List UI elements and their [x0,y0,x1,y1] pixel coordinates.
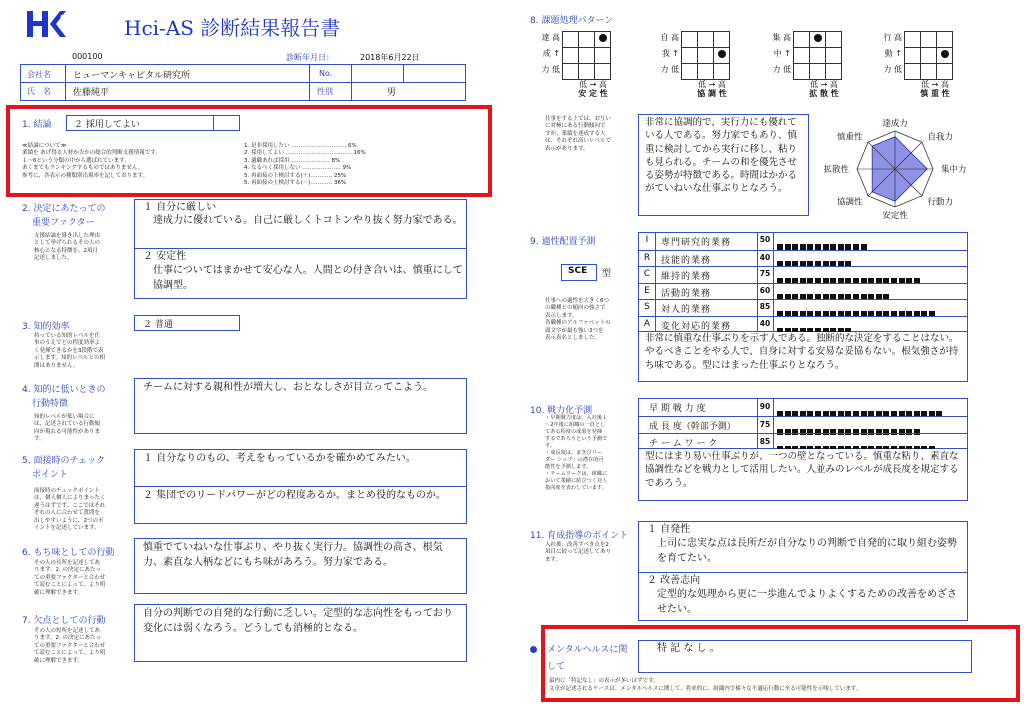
matrix-cell [714,32,730,48]
matrix-cell [937,32,953,48]
matrix-cell [563,64,579,80]
s11-point-1-body: 上司に忠実な点は長所だが自分なりの判断で自発的に取り組む姿勢を育てたい。 [657,538,957,564]
report-id: 000100 [72,52,103,61]
aptitude-score: 60 [759,285,771,295]
score-mark [815,244,821,250]
aptitude-row [639,266,967,283]
aptitude-row [639,233,967,250]
company-label: 会社名 [27,70,51,79]
matrix-y-label: 成 ↑ [542,49,560,58]
strength-score: 75 [759,420,771,429]
strength-table [638,398,968,449]
matrix-cell [921,64,937,80]
report-date: 2018年6月22日 [360,53,420,62]
aptitude-row [639,316,967,333]
matrix-cell [794,64,810,80]
aptitude-key: E [644,285,650,296]
pattern-matrix-3 [765,30,851,98]
s9-comment-box [638,332,968,382]
matrix-x-scale: 低 → 高 [810,80,838,89]
s3-description: 持っている知的レベルを仕 事のうえでどの程度効率よ く発揮できるかを3段階で表 示します。知的レベルとの相 関はありません。 [34,333,106,369]
matrix-y-label: 自 高 [660,33,679,42]
s7-heading: 7. 欠点としての行動 [22,616,106,626]
radar-label: 集中力 [941,165,967,175]
matrix-cell [698,32,714,48]
s6-heading: 6. もち味としての行動 [22,548,115,558]
mh-note-2: 文章が記述されるケースは、メンタルヘルスに関して、将来的に、組織内で様々な不適応行動に至る可能性を示唆しています。 [549,686,862,692]
matrix-y-label: 達 高 [541,33,560,42]
strength-score: 90 [759,402,771,411]
s3-value: ２ 普通 [143,320,173,330]
s7-description: その人の短所を記述してあ ります。2. の決定にあたっ ての重要ファクターと合わせ て読むことによって、より明 確に理解できます。 [34,628,106,664]
matrix-x-scale: 低 → 高 [579,80,607,89]
s4-box [134,378,467,434]
aptitude-score: 50 [759,235,771,244]
aptitude-row [639,299,967,316]
mh-box [638,640,972,673]
s2-factor-1-body: 達成力に優れている。自己に厳しくトコトンやり抜く努力家である。 [153,215,463,226]
matrix-cell [905,48,921,64]
s11-box [638,521,968,621]
s5-description: 面接時のチェックポイント は、個人個人によりまったく 違うはずです。ここではそれ ぞれの人に合わせて質問を 出しやすいように、2つのポ イントを記述しています。 [34,488,106,532]
no-label: No. [319,69,333,78]
matrix-y-label: 集 高 [772,33,791,42]
s11-point-2-title: ２ 改善志向 [647,575,701,586]
matrix-cell [921,32,937,48]
matrix-cell [682,32,698,48]
matrix-cell [937,64,953,80]
aptitude-name: 技能的業務 [661,255,712,266]
s4-heading: 4. 知的に低いときの 行動特徴 [22,385,106,409]
page-title: Hci-AS 診断結果報告書 [124,16,341,40]
score-mark [838,244,844,250]
mh-note-1: 最内に「特記なし」の表示が多いはずです。 [549,678,659,684]
matrix-cell [810,48,826,64]
s11-point-2-body: 定型的な処理から更に一歩進んでよりよくするための改善をめざさせたい。 [657,589,957,615]
s11-point-1-title: １ 自発性 [647,524,691,535]
matrix-y-label: 力 低 [883,65,902,74]
s8-text: 非常に協調的で、実行力にも優れている人である。努力家でもあり、慎重に検討してから実行に移し、粘りも見られる。チームの和を優先させる姿勢が特徴である。時間はかかるがていねいな仕事ぶりとなろう。 [645,117,798,195]
aptitude-name: 専門研究的業務 [661,238,732,248]
radar-label: 自我力 [927,132,954,143]
mh-heading: メンタルヘルスに関 して [547,645,628,673]
strength-name: 成 長 度（幹部予測） [649,422,736,432]
matrix-cell [563,32,579,48]
matrix-cell [826,32,842,48]
aptitude-key: A [643,319,651,329]
s2-factor-1-title: １ 自分に厳しい [143,202,217,213]
matrix-x-scale: 低 → 高 [921,80,949,89]
radar-label: 安定性 [882,211,908,221]
score-mark [853,244,859,250]
matrix-cell [595,48,611,64]
matrix-cell [698,48,714,64]
aptitude-key: S [644,302,650,313]
matrix-y-label: 動 ↑ [884,49,902,58]
matrix-dot-icon [599,34,607,42]
type-code: SCE [568,266,588,276]
matrix-dot-icon [718,50,726,58]
matrix-cell [794,32,810,48]
strength-row [639,416,967,433]
radar-label: 拡散性 [823,165,849,175]
s1-value: ２ 採用してよい [74,120,140,130]
aptitude-name: 変化対応的業務 [661,322,732,332]
matrix-y-label: 力 低 [541,65,560,74]
score-mark [777,244,783,250]
score-mark [861,244,867,250]
s10-comment-box [638,449,968,501]
s10-heading: 10. 戦力化予測 [530,406,593,416]
strength-name: 早 期 戦 力 度 [649,404,706,414]
matrix-cell [905,64,921,80]
s7-box [134,604,467,662]
s5-heading: 5. 面接時のチェック ポイント [22,456,106,480]
s5-point-1: １ 自分なりのもの、考えをもっているかを確かめてみたい。 [143,453,416,464]
matrix-cell [579,32,595,48]
aptitude-score: 40 [759,252,771,262]
s4-text: チームに対する親和性が増大し、おとなしさが目立ってこよう。 [143,382,433,393]
gender-value: 男 [387,88,397,98]
s1-heading: 1. 結論 [22,120,52,130]
matrix-y-label: 力 低 [772,65,791,74]
matrix-y-label: 行 高 [883,33,902,42]
matrix-cell [826,48,842,64]
matrix-cell [682,64,698,80]
logo [26,8,68,40]
aptitude-name: 維持的業務 [661,272,712,283]
person-name: 佐藤純平 [73,88,110,98]
bullet-icon [530,646,537,653]
score-mark [845,244,851,250]
matrix-y-label: 我 ↑ [661,49,679,58]
matrix-cell [682,48,698,64]
matrix-x-label: 協 調 性 [697,89,727,99]
matrix-x-scale: 低 → 高 [698,80,726,89]
s9-text: 非常に慎重な仕事ぶりを示す人である。独断的な決定をすることはない。やるべきことをやる人で、自身に対する安易な妥協もない。根気強さが持ち味である。型にはまった仕事ぶりとなろう。 [645,333,959,371]
score-mark [785,244,791,250]
strength-row [639,433,967,450]
s6-description: その人の長所を記述してあ ります。2. の決定にあたっ ての重要ファクターと合わせ て読むことによって、より明 確に理解できます。 [34,560,106,596]
matrix-dot-icon [814,34,822,42]
info-table [20,64,466,101]
s3-heading: 3. 知的効率 [22,322,70,332]
matrix-x-label: 安 定 性 [578,89,608,99]
aptitude-score: 40 [759,319,771,328]
score-mark [823,244,829,250]
aptitude-score: 85 [759,302,771,312]
score-mark [800,244,806,250]
matrix-cell [905,32,921,48]
s2-factors-box [134,199,467,299]
radar-label: 行動力 [927,197,954,208]
pattern-matrix-4 [876,30,962,98]
gender-label: 性別 [317,87,333,96]
mh-value: 特 記 な し 。 [657,643,720,654]
score-mark [792,244,798,250]
matrix-cell [579,64,595,80]
name-label: 氏 名 [27,87,51,96]
s8-heading: 8. 課題処理パターン [530,16,614,26]
matrix-cell [937,48,953,64]
matrix-cell [595,32,611,48]
aptitude-name: 活動的業務 [661,288,712,299]
s7-text: 自分の判断での自発的な行動に乏しい。定型的な志向性をもっており変化には弱くなろう。どうしても消極的となる。 [143,608,453,634]
aptitude-key: I [645,235,649,245]
s1-description: ≪結論について≫ 業績を あげ得る人材か否かの総合的判断支援情報です。 １〜6という分類の中から選ばれています。 あくまでもランキングするものではありません。 参考に、各表示の種類別出現率を記しております。 [22,143,161,179]
strength-name: チ ー ム ワ ー ク [649,439,718,449]
s6-text: 慎重でていねいな仕事ぶり、やり抜く実行力。協調性の高さ、根気力、素直な人柄などにもち味があろう。努力家である。 [143,542,443,568]
s10-description: ・早期戦力度は、入社後１ 〜2年後に組織の一員とし てある程度の成果を発揮 するであろうという予測で す。 ・成長度は、まきびリー ダー シップ」の潜在的可 能性を予測します。 ・チームワークは、組織に おいて業績に結びつく対人 指向度を表わしています。 [545,415,608,492]
aptitude-key: R [643,252,651,263]
score-mark [830,244,836,250]
s1-levels: 1. 是非採用したい ………………………… 6% 2. 採用してよい ……………………………… 16% 3. 適職あれば採用 ………………… 8% 4. なるべく採用しない ………………… 9% 5. 再面接の上検討する(＋)………… 25% 5. 再面接の上検討する(－)………… 36% [244,143,366,187]
matrix-cell [794,48,810,64]
s3-value-box [134,315,240,331]
matrix-cell [810,32,826,48]
matrix-cell [563,48,579,64]
matrix-y-label: 中 ↑ [773,49,791,58]
s9-description: 仕事への適性を大きく6つ の職種との傾向の強さで 表示します。 各職種のアルファベットの 頭文字が最も強い3つを 表示表名としました。 [545,298,611,342]
s10-text: 型にはまり易い仕事ぶりが、一つの壁となっている。慎重な粘り、素直な協調性などを戦力として活用したい。人並みのレベルが成長度を規定するであろう。 [645,451,959,489]
type-suffix: 型 [602,269,612,279]
s2-description: 支援結論を導き出した理由 として挙げられるその人の 核心となる特徴を、2項目 記述しました。 [34,233,101,262]
radar-label: 慎重性 [836,132,863,143]
matrix-y-label: 力 低 [660,65,679,74]
strength-row [639,399,967,416]
type-code-box [561,264,597,281]
s2-heading: 2. 決定にあたっての 重要ファクター [22,204,106,228]
company-name: ヒューマンキャピタル研究所 [73,71,191,81]
s11-description: 入社後、改善すべき点を2 項目に絞って記述してあり ます。 [545,542,612,563]
matrix-cell [714,48,730,64]
pattern-matrix-2 [653,30,739,98]
matrix-cell [698,64,714,80]
aptitude-key: C [643,269,651,280]
matrix-x-label: 拡 散 性 [809,89,839,99]
matrix-cell [826,64,842,80]
radar-chart [815,114,975,224]
s6-box [134,538,467,594]
matrix-cell [579,48,595,64]
aptitude-row [639,283,967,300]
s11-heading: 11. 育成指導のポイント [530,531,629,541]
aptitude-row [639,250,967,267]
aptitude-name: 対人的業務 [661,305,712,316]
matrix-cell [921,48,937,64]
date-label: 診断年月日： [286,53,334,62]
s4-description: 知的レベルが低い場合に は、記述されている行動傾 向が現れる可能性がありま す。 [34,414,101,443]
s8-box [638,114,809,216]
score-mark [807,244,813,250]
matrix-cell [810,64,826,80]
aptitude-score: 75 [759,269,771,279]
radar-label: 協調性 [836,197,863,208]
s2-factor-2-body: 仕事についてはまかせて安心な人。人間との付き合いは、慎重にして協調型。 [153,265,463,291]
radar-label: 達成力 [882,119,908,129]
pattern-matrix-1 [534,30,620,98]
matrix-cell [595,64,611,80]
matrix-x-label: 慎 重 性 [920,89,950,99]
matrix-cell [714,64,730,80]
s8-description: 仕事をする上では、お互い に対極にある行動傾向で すが、業績を達成する人 は、それぞれ高いレベルで 表示があります。 [545,116,612,152]
s1-value-box [66,115,240,131]
s9-heading: 9. 適性配置予測 [530,237,596,247]
strength-score: 85 [759,437,771,446]
s5-box [134,449,467,524]
matrix-dot-icon [941,50,949,58]
s5-point-2: ２ 集団でのリードパワーがどの程度あるか。まとめ役的なものか。 [143,490,446,501]
aptitude-table [638,232,968,332]
s2-factor-2-title: ２ 安定性 [143,251,187,262]
